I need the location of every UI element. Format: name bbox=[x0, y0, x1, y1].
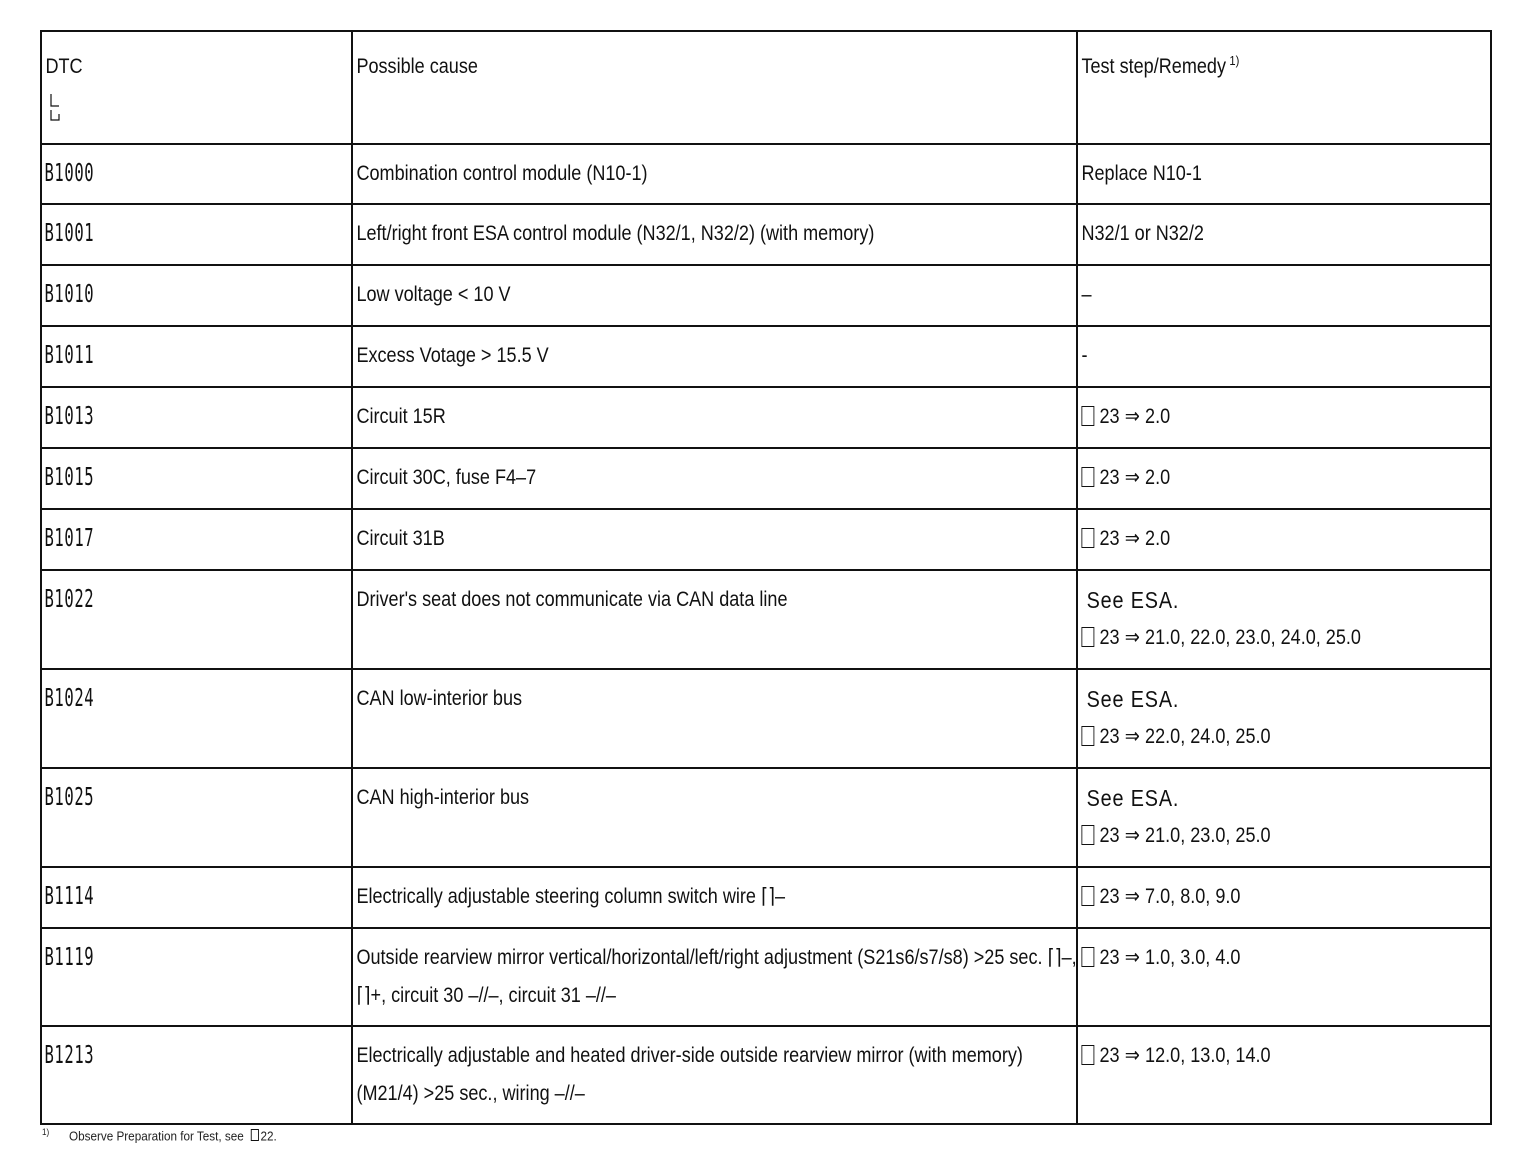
dtc-code: B1015 bbox=[44, 462, 95, 491]
footnote-ref: 22. bbox=[260, 1128, 277, 1144]
remedy-cell bbox=[1077, 669, 1491, 768]
table-row bbox=[41, 509, 1491, 570]
dtc-code: B1022 bbox=[44, 584, 95, 613]
dtc-code: B1001 bbox=[44, 218, 95, 247]
cause-cell bbox=[352, 448, 1077, 509]
cause-text: CAN low-interior bus bbox=[356, 687, 523, 710]
book-ref-icon bbox=[1081, 406, 1094, 426]
remedy-text: Replace N10-1 bbox=[1081, 162, 1202, 185]
dtc-code: B1010 bbox=[44, 279, 95, 308]
book-ref-icon bbox=[1081, 1045, 1094, 1065]
footnote-mark: 1) bbox=[42, 1127, 50, 1137]
dtc-code: B1024 bbox=[44, 683, 95, 712]
dtc-cell bbox=[41, 669, 352, 768]
dtc-code: B1017 bbox=[44, 523, 95, 552]
test-steps: 21.0, 22.0, 23.0, 24.0, 25.0 bbox=[1145, 626, 1361, 649]
book-ref-number: 23 bbox=[1099, 885, 1120, 908]
double-arrow-right-icon: ⇒ bbox=[1124, 466, 1140, 489]
remedy-cell bbox=[1077, 204, 1491, 265]
remedy-text: - bbox=[1081, 344, 1088, 367]
book-ref-icon bbox=[1081, 528, 1094, 548]
book-ref-number: 23 bbox=[1099, 405, 1120, 428]
book-ref-icon bbox=[1081, 467, 1094, 487]
dtc-code: B1013 bbox=[44, 401, 95, 430]
dtc-cell bbox=[41, 928, 352, 1026]
test-steps: 2.0 bbox=[1145, 466, 1171, 489]
dtc-cell bbox=[41, 448, 352, 509]
double-arrow-right-icon: ⇒ bbox=[1124, 725, 1140, 748]
cause-text: Electrically adjustable steering column switch wire ⌈⌉– bbox=[356, 885, 786, 908]
cause-cell bbox=[352, 928, 1077, 1026]
cause-cell bbox=[352, 768, 1077, 867]
remedy-cell bbox=[1077, 387, 1491, 448]
book-ref-number: 23 bbox=[1099, 527, 1120, 550]
remedy-cell bbox=[1077, 1026, 1491, 1124]
book-ref-number: 23 bbox=[1099, 725, 1120, 748]
remedy-cell bbox=[1077, 928, 1491, 1026]
remedy-cell bbox=[1077, 768, 1491, 867]
table-row bbox=[41, 867, 1491, 928]
cause-cell bbox=[352, 509, 1077, 570]
cause-text: Left/right front ESA control module (N32/1, N32/2) (with memory) bbox=[356, 222, 875, 245]
see-esa-text: See ESA. bbox=[1086, 587, 1180, 613]
header-dtc-label: DTC bbox=[45, 55, 83, 78]
double-arrow-right-icon: ⇒ bbox=[1124, 885, 1140, 908]
table-body bbox=[41, 144, 1491, 1124]
table-row bbox=[41, 768, 1491, 867]
book-ref-number: 23 bbox=[1099, 466, 1120, 489]
dtc-code: B1025 bbox=[44, 782, 95, 811]
header-remedy-label: Test step/Remedy bbox=[1081, 55, 1226, 78]
test-steps: 21.0, 23.0, 25.0 bbox=[1145, 824, 1271, 847]
dtc-code: B1000 bbox=[44, 158, 95, 187]
table-row bbox=[41, 326, 1491, 387]
book-ref-icon bbox=[1081, 726, 1094, 746]
cause-cell bbox=[352, 867, 1077, 928]
table-header-row bbox=[41, 31, 1491, 144]
table-row bbox=[41, 144, 1491, 204]
cause-text: Circuit 31B bbox=[356, 527, 445, 550]
test-steps: 22.0, 24.0, 25.0 bbox=[1145, 725, 1271, 748]
dtc-cell bbox=[41, 570, 352, 669]
cause-cell bbox=[352, 1026, 1077, 1124]
dtc-cell bbox=[41, 768, 352, 867]
table-row bbox=[41, 387, 1491, 448]
cause-text: Excess Votage > 15.5 V bbox=[356, 344, 549, 367]
cause-cell bbox=[352, 204, 1077, 265]
remedy-cell bbox=[1077, 570, 1491, 669]
book-ref-icon bbox=[1081, 947, 1094, 967]
book-ref-number: 23 bbox=[1099, 824, 1120, 847]
double-arrow-right-icon: ⇒ bbox=[1124, 527, 1140, 550]
book-ref-number: 23 bbox=[1099, 1044, 1120, 1067]
double-arrow-right-icon: ⇒ bbox=[1124, 1044, 1140, 1067]
test-steps: 2.0 bbox=[1145, 405, 1171, 428]
dtc-cell bbox=[41, 387, 352, 448]
cause-text: Low voltage < 10 V bbox=[356, 283, 511, 306]
book-ref-icon bbox=[1081, 886, 1094, 906]
cause-cell bbox=[352, 387, 1077, 448]
header-remedy-footnote-mark: 1) bbox=[1229, 53, 1240, 68]
test-steps: 2.0 bbox=[1145, 527, 1171, 550]
dtc-cell bbox=[41, 1026, 352, 1124]
book-ref-number: 23 bbox=[1099, 626, 1120, 649]
remedy-cell bbox=[1077, 867, 1491, 928]
dtc-table bbox=[40, 30, 1492, 1125]
book-ref-number: 23 bbox=[1099, 946, 1120, 969]
cause-text: Circuit 15R bbox=[356, 405, 446, 428]
dtc-code: B1011 bbox=[44, 340, 95, 369]
dtc-cell bbox=[41, 867, 352, 928]
book-ref-icon bbox=[1081, 627, 1094, 647]
cause-text: Outside rearview mirror vertical/horizontal/left/right adjustment (S21s6/s7/s8) >25 sec. ⌈⌉–, ⌈⌉+, circuit 30 –//–, circuit 31 –//– bbox=[356, 946, 1077, 1007]
table-row bbox=[41, 1026, 1491, 1124]
remedy-cell bbox=[1077, 144, 1491, 204]
test-steps: 1.0, 3.0, 4.0 bbox=[1145, 946, 1241, 969]
cause-text: Circuit 30C, fuse F4–7 bbox=[356, 466, 537, 489]
double-arrow-right-icon: ⇒ bbox=[1124, 946, 1140, 969]
test-steps: 12.0, 13.0, 14.0 bbox=[1145, 1044, 1271, 1067]
cause-text: Driver's seat does not communicate via CAN data line bbox=[356, 588, 788, 611]
see-esa-text: See ESA. bbox=[1086, 686, 1180, 712]
footnote-text: Observe Preparation for Test, see bbox=[69, 1128, 244, 1144]
header-cause bbox=[352, 31, 1077, 144]
table-row bbox=[41, 448, 1491, 509]
double-arrow-right-icon: ⇒ bbox=[1124, 405, 1140, 428]
cause-cell bbox=[352, 669, 1077, 768]
book-ref-icon bbox=[251, 1129, 259, 1141]
dtc-cell bbox=[41, 144, 352, 204]
remedy-text: N32/1 or N32/2 bbox=[1081, 222, 1204, 245]
table-row bbox=[41, 570, 1491, 669]
remedy-cell bbox=[1077, 326, 1491, 387]
dtc-cell bbox=[41, 509, 352, 570]
dtc-code: B1213 bbox=[44, 1040, 95, 1069]
cause-cell bbox=[352, 265, 1077, 326]
table-row bbox=[41, 265, 1491, 326]
remedy-cell bbox=[1077, 448, 1491, 509]
dtc-code: B1119 bbox=[44, 942, 95, 971]
fault-memory-icon bbox=[48, 92, 62, 122]
cause-text: Electrically adjustable and heated driver-side outside rearview mirror (with memory) (M21/4) >25 sec., wiring –//– bbox=[356, 1044, 1023, 1105]
remedy-cell bbox=[1077, 265, 1491, 326]
footnote bbox=[42, 1127, 277, 1143]
dtc-cell bbox=[41, 204, 352, 265]
table-row bbox=[41, 928, 1491, 1026]
dtc-cell bbox=[41, 326, 352, 387]
remedy-text: – bbox=[1081, 283, 1092, 306]
header-cause-label: Possible cause bbox=[356, 55, 478, 78]
double-arrow-right-icon: ⇒ bbox=[1124, 824, 1140, 847]
cause-text: Combination control module (N10-1) bbox=[356, 162, 648, 185]
header-remedy bbox=[1077, 31, 1491, 144]
table-row bbox=[41, 204, 1491, 265]
double-arrow-right-icon: ⇒ bbox=[1124, 626, 1140, 649]
remedy-cell bbox=[1077, 509, 1491, 570]
cause-cell bbox=[352, 570, 1077, 669]
dtc-cell bbox=[41, 265, 352, 326]
see-esa-text: See ESA. bbox=[1086, 785, 1180, 811]
cause-cell bbox=[352, 144, 1077, 204]
dtc-code: B1114 bbox=[44, 881, 95, 910]
test-steps: 7.0, 8.0, 9.0 bbox=[1145, 885, 1241, 908]
cause-cell bbox=[352, 326, 1077, 387]
book-ref-icon bbox=[1081, 825, 1094, 845]
table-row bbox=[41, 669, 1491, 768]
cause-text: CAN high-interior bus bbox=[356, 786, 530, 809]
header-dtc bbox=[41, 31, 352, 144]
